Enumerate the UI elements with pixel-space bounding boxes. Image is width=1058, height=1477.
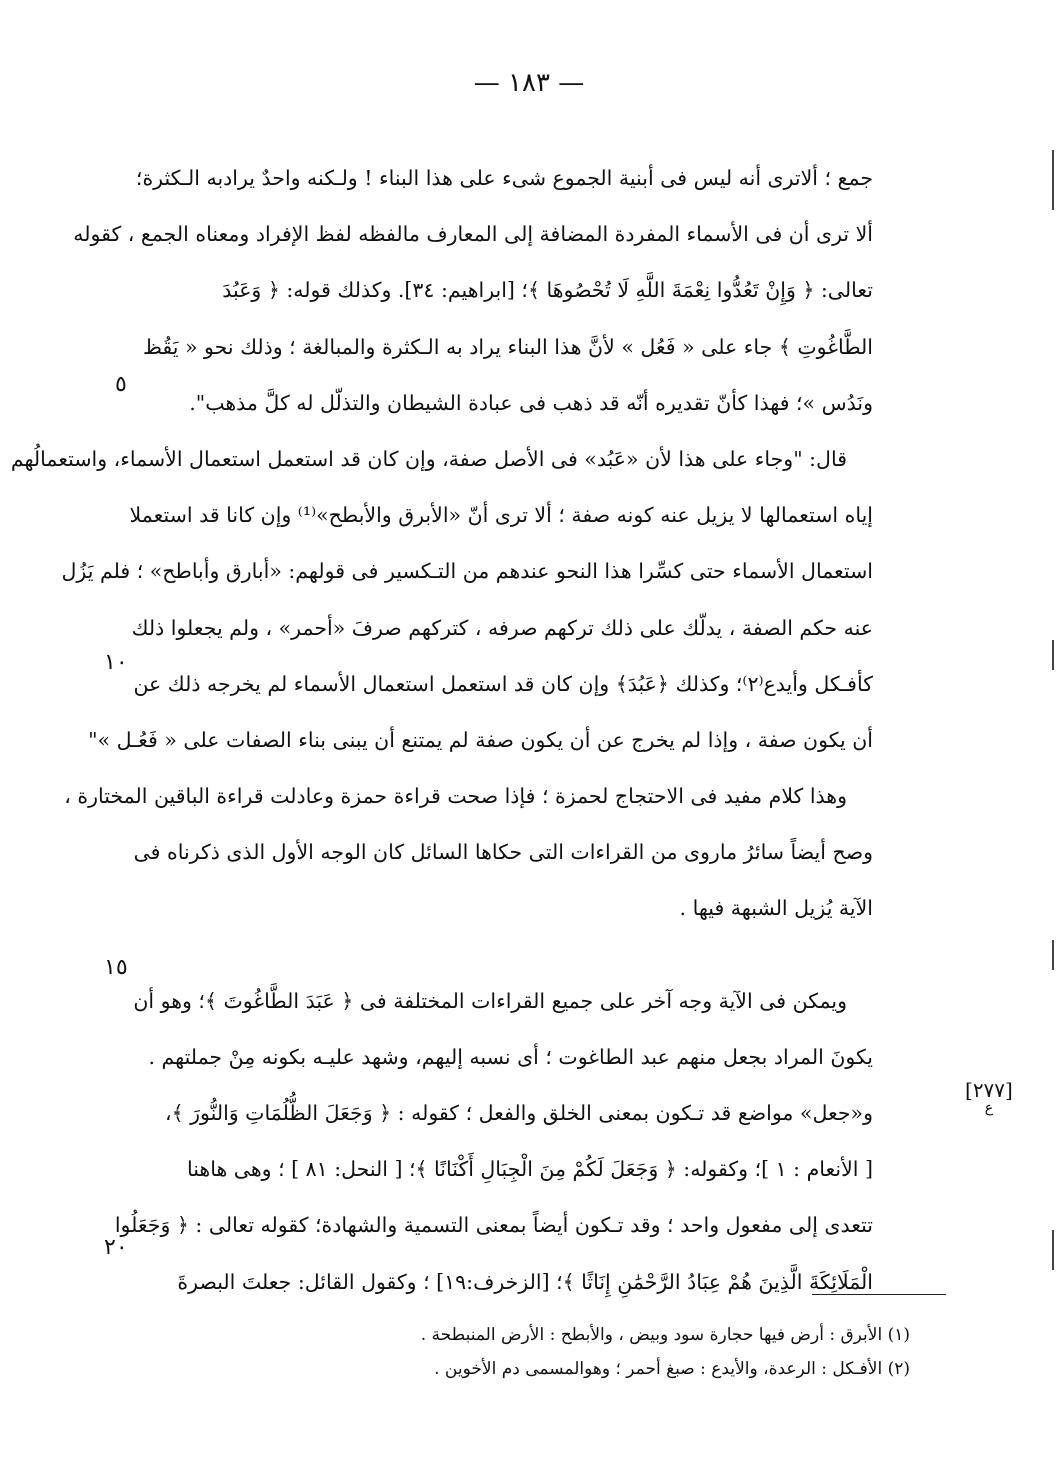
text-line: جمع ؛ ألاترى أنه ليس فى أبنية الجموع شىء على هذا البناء ! ولـكنه واحدٌ يرادبه الـكثرة؛ [135, 166, 873, 190]
text-line: ويمكن فى الآية وجه آخر على جميع القراءات المختلفة فى ﴿ عَبَدَ الطَّاغُوتَ ﴾؛ وهو أن [133, 988, 847, 1013]
text-line: وصح أيضاً سائرُ ماروى من القراءات التى حكاها السائل كان الوجه الأول الذى ذكرناه فى [133, 840, 873, 865]
text-line: يكونَ المراد بجعل منهم عبد الطاغوت ؛ أى نسبه إليهم، وشهد عليـه بكونه مِنْ جملتهم . [148, 1044, 873, 1069]
page-edge-mark [1052, 1230, 1054, 1270]
footnote: (١) الأبرق : أرض فيها حجارة سود وبيض ، والأبطح : الأرض المنبطحة . [420, 1325, 910, 1345]
text-line: و«جعل» مواضع قد تـكون بمعنى الخلق والفعل ؛ كقوله : ﴿ وَجَعَلَ الظُّلُمَاتِ وَالنُّورَ ﴾، [165, 1101, 873, 1125]
text-line: استعمال الأسماء حتى كسِّرا هذا النحو عندهم من التـكسير فى قولهم: «أبارق وأباطح» ؛ فلم يَزُل [61, 559, 873, 584]
margin-reference-sub: ع [984, 1100, 994, 1116]
text-line: [ الأنعام : ١ ]؛ وكقوله: ﴿ وَجَعَلَ لَكُمْ مِنَ الْجِبَالِ أَكْنَانًا ﴾؛ [ النحل: ٨١ ] ؛ وهى هاهنا [186, 1157, 873, 1182]
line-number: ٥ [115, 372, 127, 397]
text-line: أن يكون صفة ، وإذا لم يخرج عن أن يكون صفة لم يمتنع أن يبنى بناء الصفات على « فَعُـل »" [88, 727, 873, 752]
page-edge-mark [1052, 640, 1054, 670]
text-line: الطَّاغُوتِ ﴾ جاء على « فَعُل » لأنَّ هذا البناء يراد به الـكثرة والمبالغة ؛ وذلك نحو « يَقُظ [142, 334, 873, 359]
line-number: ٢٠ [104, 1235, 128, 1260]
page-edge-mark [1052, 150, 1054, 210]
text-line: تعالى: ﴿ وَإِنْ تَعُدُّوا نِعْمَةَ اللَّهِ لَا تُحْصُوهَا ﴾؛ [ابراهيم: ٣٤]. وكذلك قوله: ﴿ وَعَبُدَ [222, 278, 873, 303]
text-line: تتعدى إلى مفعول واحد ؛ وقد تـكون أيضاً بمعنى التسمية والشهادة؛ كقوله تعالى : ﴿ وَجَعَلُوا [114, 1213, 873, 1238]
text-line: الْمَلَائِكَةَ الَّذِينَ هُمْ عِبَادُ الرَّحْمَٰنِ إِنَاثًا ﴾؛ [الزخرف:١٩] ؛ وكقول القائل: جعلتَ البصرةَ [177, 1269, 873, 1294]
text-line: كأفـكل وأيدع⁽٢⁾؛ وكذلك ﴿عَبُدَ﴾ وإن كان قد استعمل استعمال الأسماء لم يخرجه ذلك عن [133, 671, 873, 696]
footnotes [300, 1318, 910, 1386]
footnote-divider [812, 1294, 946, 1295]
text-line: الآية يُزيل الشبهة فيها . [679, 896, 873, 921]
line-number: ١٠ [104, 650, 128, 675]
text-line: عنه حكم الصفة ، يدلّك على ذلك تركهم صرفه ، كتركهم صرفَ «أحمر» ، ولم يجعلوا ذلك [131, 615, 873, 640]
margin-reference-number: [٢٧٧] [965, 1078, 1013, 1102]
text-line: وهذا كلام مفيد فى الاحتجاج لحمزة ؛ فإذا صحت قراءة حمزة وعادلت قراءة الباقين المختارة ، [64, 784, 847, 809]
text-line: إياه استعمالها لا يزيل عنه كونه صفة ؛ ألا ترى أنّ «الأبرق والأبطح»⁽¹⁾ وإن كانا قد استعملا [129, 503, 873, 528]
margin-reference [965, 1080, 1013, 1116]
text-line: ونَدُس »؛ فهذا كأنّ تقديره أنّه قد ذهب فى عبادة الشيطان والتذلّل له كلَّ مذهب". [189, 390, 873, 415]
line-number: ١٥ [104, 955, 128, 980]
page-number: — ١٨٣ — [473, 68, 585, 98]
footnote: (٢) الأفـكل : الرعدة، والأيدع : صبغ أحمر ؛ وهوالمسمى دم الأخوين . [434, 1359, 910, 1379]
text-line: ألا ترى أن فى الأسماء المفردة المضافة إلى المعارف مالفظه لفظ الإفراد ومعناه الجمع ، كقوله [73, 222, 873, 247]
page-edge-mark [1052, 940, 1054, 970]
text-line: قال: "وجاء على هذا لأن «عَبُد» فى الأصل صفة، وإن كان قد استعمل استعمال الأسماء، واستعمالُهم [10, 446, 847, 471]
